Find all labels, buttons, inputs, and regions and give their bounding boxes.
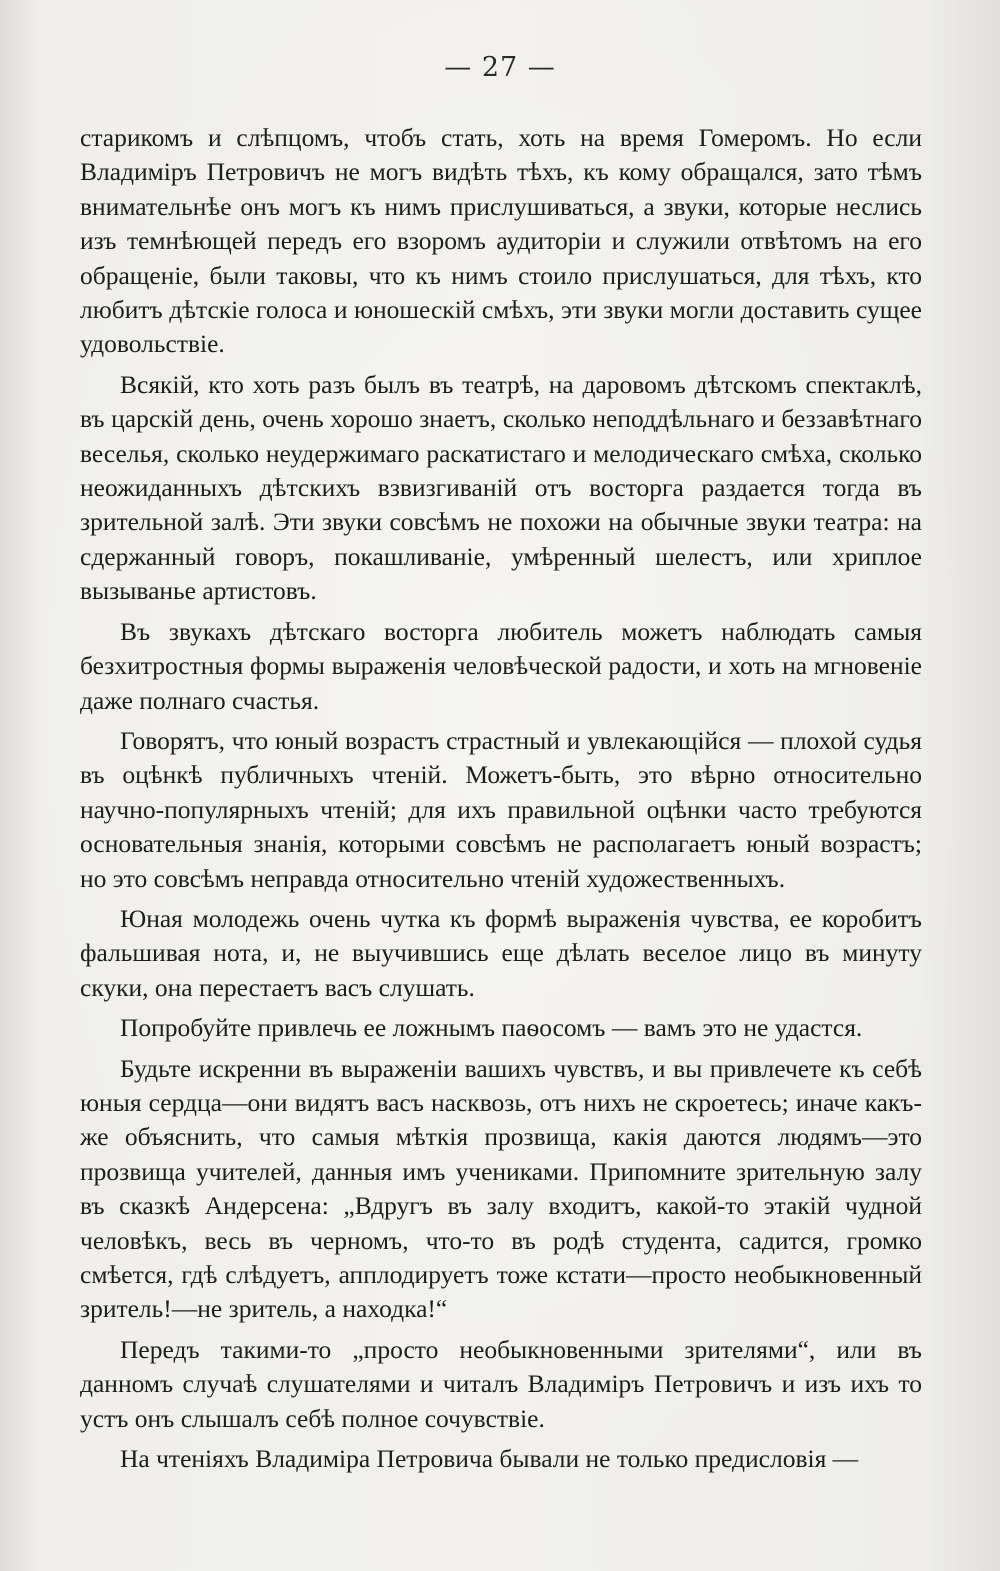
- paragraph-1: старикомъ и слѣпцомъ, чтобъ стать, хоть на время Гомеромъ. Но если Владимiръ Петровичъ не могъ видѣть тѣхъ, къ кому обращался, зато тѣмъ внимательнѣе онъ могъ къ нимъ прислушиваться, а звуки, которые неслись изъ темнѣющей передъ его взоромъ аудиторiи и служили отвѣтомъ на его обращенiе, были таковы, что къ нимъ стоило прислушаться, для тѣхъ, кто любитъ дѣтскiе голоса и юношескiй смѣхъ, эти звуки могли доставить сущее удовольствiе.: [80, 123, 922, 359]
- page-number: — 27 —: [444, 52, 556, 83]
- paragraph-8: Передъ такими-то „просто необыкновенными зрителями“, или въ данномъ случаѣ слушателями и читалъ Владимiръ Петровичъ и изъ ихъ то устъ онъ слышалъ себѣ полное сочувствiе.: [80, 1334, 922, 1433]
- paragraph-4: Говорятъ, что юный возрастъ страстный и увлекающiйся — плохой судья въ оцѣнкѣ публичныхъ чтенiй. Можетъ-быть, это вѣрно относительно научно-популярныхъ чтенiй; для ихъ правильной оцѣнки часто требуются основательныя знанiя, которыми совсѣмъ не располагаетъ юный возрастъ; но это совсѣмъ неправда относительно чтенiй художественныхъ.: [80, 725, 922, 893]
- paragraph-7: Будьте искренни въ выраженiи вашихъ чувствъ, и вы привлечете къ себѣ юныя сердца—они видятъ васъ насквозь, отъ нихъ не скроетесь; иначе какъ-же объяснить, что самыя мѣткiя прозвища, какiя даются людямъ—это прозвища учителей, данныя имъ учениками. Припомните зрительную залу въ сказкѣ Андерсена: „Вдругъ въ залу входитъ, какой-то этакiй чудной человѣкъ, весь въ черномъ, что-то въ родѣ студента, садится, громко смѣется, гдѣ слѣдуетъ, апплодируетъ тоже кстати—просто необыкновенный зритель!—не зритель, а находка!“: [80, 1053, 922, 1324]
- paragraph-9: На чтенiяхъ Владимiра Петровича бывали не только предисловiя —: [120, 1444, 859, 1474]
- paragraph-3: Въ звукахъ дѣтскаго восторга любитель можетъ наблюдать самыя безхитростныя формы выраженiя человѣческой радости, и хоть на мгновенiе даже полнаго счастья.: [80, 616, 922, 715]
- paragraph-2: Всякiй, кто хоть разъ былъ въ театрѣ, на даровомъ дѣтскомъ спектаклѣ, въ царскiй день, очень хорошо знаетъ, сколько неподдѣльнаго и беззавѣтнаго веселья, сколько неудержимаго раскатистаго и мелодическаго смѣха, сколько неожиданныхъ дѣтскихъ взвизгиванiй отъ восторга раздается тогда въ зрительной залѣ. Эти звуки совсѣмъ не похожи на обычные звуки театра: на сдержанный говоръ, покашливанiе, умѣренный шелестъ, или хриплое вызыванье артистовъ.: [80, 369, 922, 606]
- page-body-text: [80, 121, 922, 1476]
- paragraph-6: Попробуйте привлечь ее ложнымъ паѳосомъ — вамъ это не удастся.: [120, 1013, 863, 1043]
- paragraph-5: Юная молодежь очень чутка къ формѣ выраженiя чувства, ее коробитъ фальшивая нота, и, не выучившись еще дѣлать веселое лицо въ минуту скуки, она перестаетъ васъ слушать.: [80, 903, 922, 1002]
